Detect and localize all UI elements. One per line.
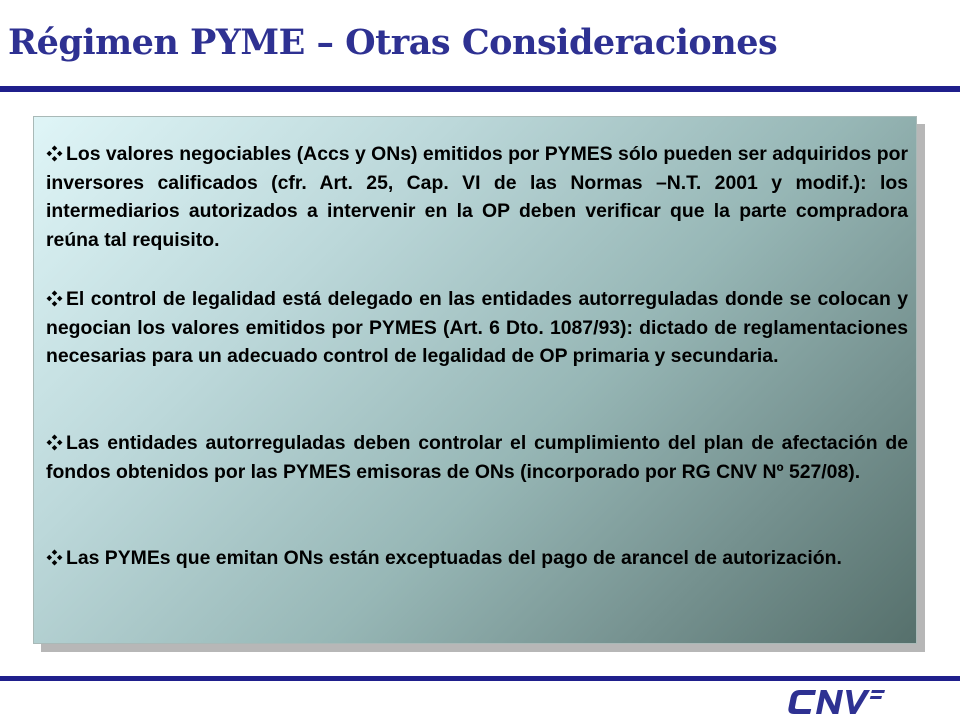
bullet-item (46, 429, 908, 486)
bullet-text: El control de legalidad está delegado en las entidades autorreguladas donde se colocan y negocian los valores emitidos por PYMES (Art. 6 Dto. 1087/93): dictado de reglamentaciones necesarias para un adecuado control de legalidad de OP primaria y secundaria. (46, 288, 908, 368)
slide-title: Régimen PYME – Otras Consideraciones (8, 22, 778, 63)
bullet-text: Los valores negociables (Accs y ONs) emitidos por PYMES sólo pueden ser adquiridos por inversores calificados (cfr. Art. 25, Cap. VI de las Normas –N.T. 2001 y modif.): los intermediarios autorizados a intervenir en la OP deben verificar que la parte compradora reúna tal requisito. (46, 143, 908, 252)
bullet-item (46, 285, 908, 371)
bullet-text: Las entidades autorreguladas deben controlar el cumplimiento del plan de afectación de fondos obtenidos por las PYMES emisoras de ONs (incorporado por RG CNV Nº 527/08). (46, 432, 908, 483)
four-diamond-bullet-icon (46, 549, 63, 566)
top-divider (0, 86, 960, 92)
four-diamond-bullet-icon (46, 290, 63, 307)
four-diamond-bullet-icon (46, 145, 63, 162)
content-box (33, 116, 917, 644)
bullet-item (46, 140, 908, 255)
four-diamond-bullet-icon (46, 434, 63, 451)
bottom-divider (0, 676, 960, 681)
bullet-item (46, 544, 908, 573)
cnv-logo (786, 686, 886, 718)
logo-text: CNV (786, 686, 789, 687)
bullet-text: Las PYMEs que emitan ONs están exceptuadas del pago de arancel de autorización. (66, 547, 842, 569)
